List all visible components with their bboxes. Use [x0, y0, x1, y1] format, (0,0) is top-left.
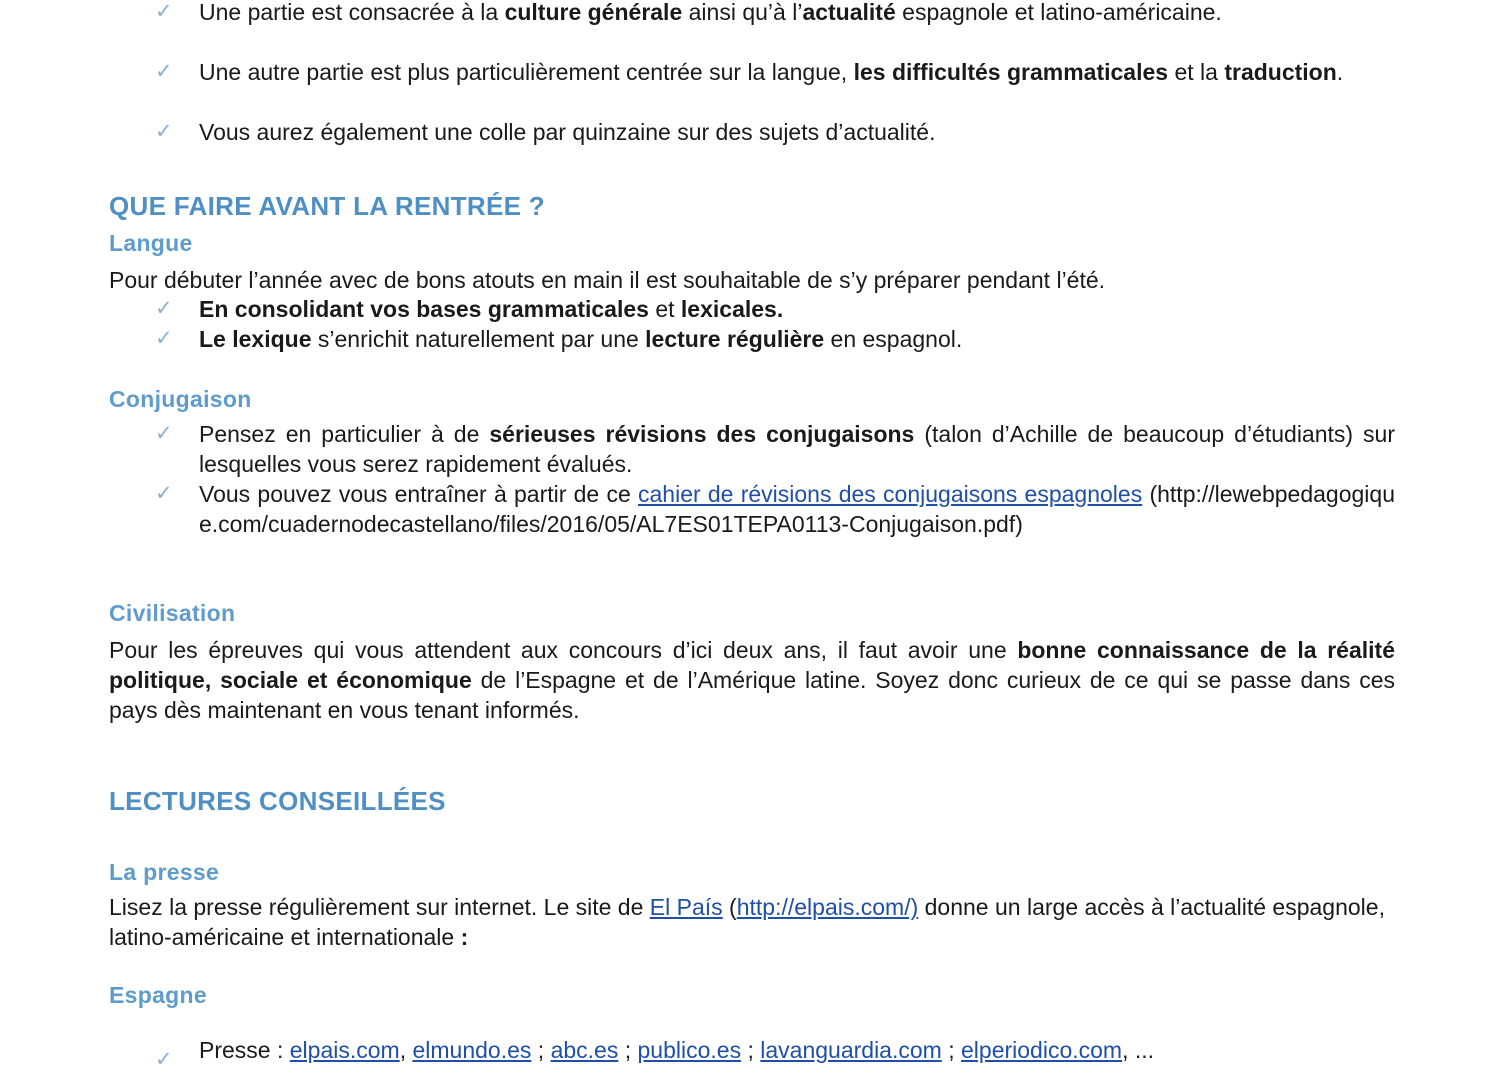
- list-item: Vous pouvez vous entraîner à partir de ce cahier de révisions des conjugaisons espagnoles (http://lewebpedagogique.com/cuadernodecastellano/files/2016/05/AL7ES01TEPA0113-Conjugaison.pdf): [199, 481, 1395, 537]
- link-el-pais[interactable]: El País: [649, 894, 723, 920]
- subheading-civilisation: Civilisation: [109, 600, 236, 626]
- subheading-espagne: Espagne: [109, 982, 207, 1008]
- check-icon: ✓: [155, 482, 173, 505]
- link-cahier-conjugaisons[interactable]: cahier de révisions des conjugaisons espagnoles: [638, 481, 1143, 507]
- list-item: Pensez en particulier à de sérieuses révisions des conjugaisons (talon d’Achille de beaucoup d’étudiants) sur lesquelles vous serez rapidement évalués.: [199, 421, 1396, 477]
- subheading-conjugaison: Conjugaison: [109, 386, 252, 412]
- link-elmundo[interactable]: elmundo.es: [412, 1037, 532, 1063]
- list-item: Une partie est consacrée à la culture générale ainsi qu’à l’actualité espagnole et latino-américaine.: [199, 0, 1222, 25]
- subheading-langue: Langue: [109, 230, 193, 256]
- check-icon: ✓: [155, 0, 173, 23]
- link-lavanguardia[interactable]: lavanguardia.com: [760, 1037, 942, 1063]
- check-icon: ✓: [155, 120, 173, 143]
- link-elperiodico[interactable]: elperiodico.com: [961, 1037, 1123, 1063]
- link-elpais[interactable]: elpais.com: [289, 1037, 400, 1063]
- check-icon: ✓: [155, 327, 173, 350]
- check-icon: ✓: [155, 60, 173, 83]
- list-item: Une autre partie est plus particulièrement centrée sur la langue, les difficultés grammaticales et la traduction.: [199, 59, 1344, 85]
- paragraph-civilisation: Pour les épreuves qui vous attendent aux concours d’ici deux ans, il faut avoir une bonne connaissance de la réalité politique, sociale et économique de l’Espagne et de l’Amérique latine. Soyez donc curieux de ce qui se passe dans ces pays dès maintenant en vous tenant informés.: [109, 637, 1395, 723]
- section-heading-lectures: LECTURES CONSEILLÉES: [109, 786, 446, 816]
- link-elpais-url[interactable]: http://elpais.com/): [736, 894, 919, 920]
- section-heading-avant: QUE FAIRE AVANT LA RENTRÉE ?: [109, 191, 545, 221]
- link-abc[interactable]: abc.es: [550, 1037, 619, 1063]
- paragraph-langue-intro: Pour débuter l’année avec de bons atouts en main il est souhaitable de s’y préparer pendant l’été.: [109, 267, 1106, 293]
- link-publico[interactable]: publico.es: [637, 1037, 742, 1063]
- check-icon: ✓: [155, 1048, 173, 1071]
- list-item: En consolidant vos bases grammaticales et lexicales.: [199, 296, 784, 322]
- list-item: Vous aurez également une colle par quinzaine sur des sujets d’actualité.: [199, 119, 936, 145]
- list-item: Le lexique s’enrichit naturellement par une lecture régulière en espagnol.: [199, 326, 963, 352]
- check-icon: ✓: [155, 422, 173, 445]
- check-icon: ✓: [155, 297, 173, 320]
- list-item-presse-espagne: Presse : elpais.com, elmundo.es ; abc.es ; publico.es ; lavanguardia.com ; elperiodico.com, ...: [199, 1037, 1155, 1063]
- paragraph-presse: Lisez la presse régulièrement sur internet. Le site de El País (http://elpais.com/) donne un large accès à l’actualité espagnole, latino-américaine et internationale :: [109, 894, 1385, 950]
- subheading-presse: La presse: [109, 859, 220, 885]
